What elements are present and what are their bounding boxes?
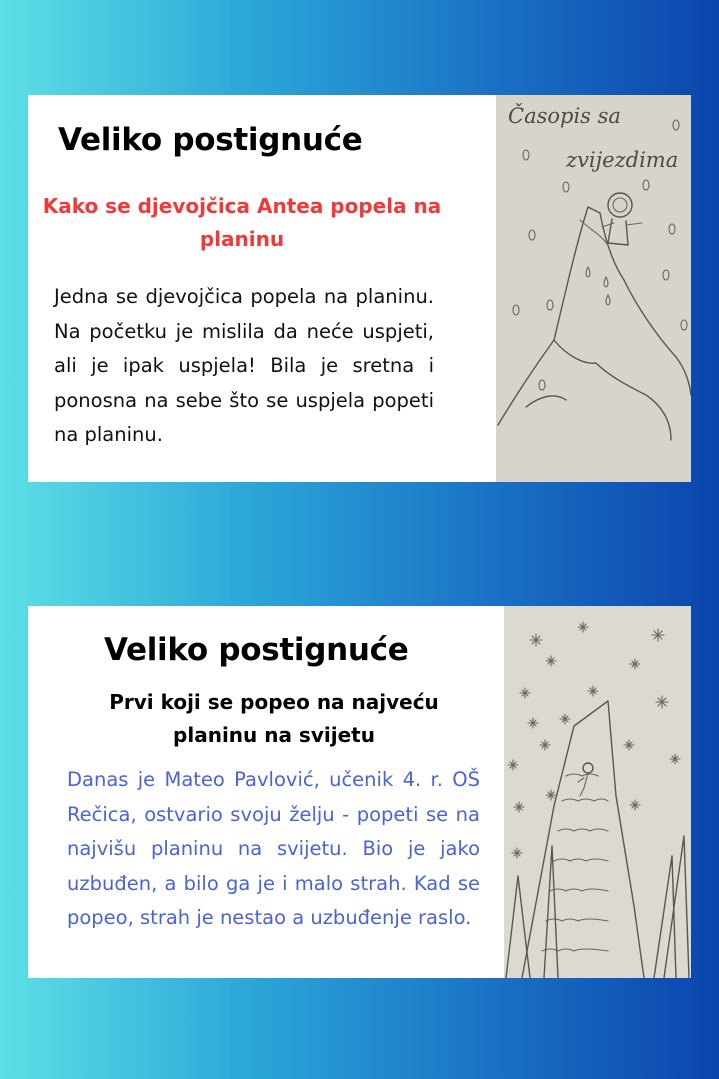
card-1-drawing bbox=[496, 95, 691, 482]
card-1-body: Jedna se djevojčica popela na planinu. Na početku je mislila da neće uspjeti, ali je ipak uspjela! Bila je sretna i ponosna na sebe što se uspjela popeti na planinu. bbox=[54, 285, 434, 446]
drawing-caption-line2: zvijezdima bbox=[566, 148, 679, 172]
card-2-body: Danas je Mateo Pavlović, učenik 4. r. OŠ Rečica, ostvario svoju želju - popeti se na najvišu planinu na svijetu. Bio je jako uzbuđen, a bilo ga je i malo strah. Kad se popeo, strah je nestao a uzbuđenje raslo. bbox=[67, 768, 480, 929]
card-2-title: Veliko postignuće bbox=[104, 632, 409, 668]
card-1-subtitle: Kako se djevojčica Antea popela na planinu bbox=[42, 194, 442, 251]
card-1-title: Veliko postignuće bbox=[58, 122, 363, 158]
drawing-caption: Časopis sa bbox=[508, 104, 621, 128]
card-2-subtitle: Prvi koji se popeo na najveću planinu na svijetu bbox=[109, 690, 439, 747]
card-2-drawing bbox=[504, 606, 691, 978]
